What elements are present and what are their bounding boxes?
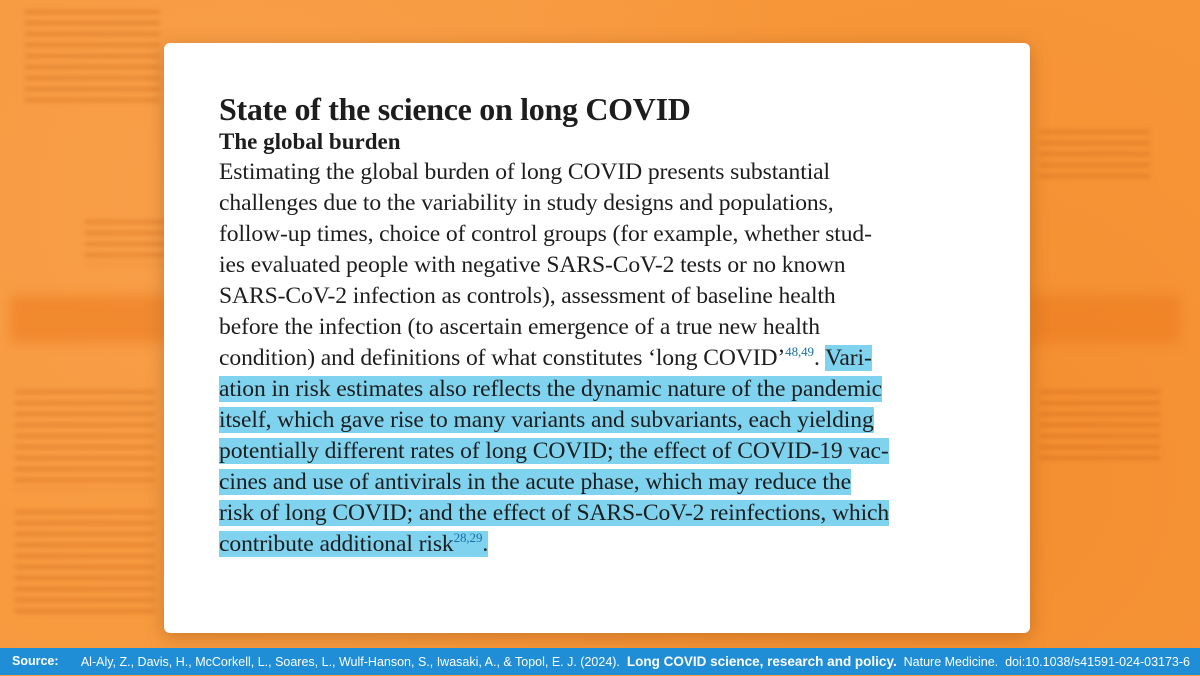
highlighted-line <box>219 436 984 467</box>
paragraph-line: follow-up times, choice of control groups (for example, whether stud- <box>219 221 872 247</box>
highlighted-text: itself, which gave rise to many variants and subvariants, each yielding <box>219 407 874 433</box>
paragraph-line: ies evaluated people with negative SARS-CoV-2 tests or no known <box>219 252 846 278</box>
highlighted-line <box>219 467 984 498</box>
paragraph-line: before the infection (to ascertain emergence of a true new health <box>219 314 820 340</box>
highlighted-text: cines and use of antivirals in the acute phase, which may reduce the <box>219 469 851 495</box>
background-arrow-band <box>1030 295 1180 343</box>
background-text-block <box>15 390 155 490</box>
article-title: State of the science on long COVID <box>219 91 691 127</box>
paragraph-line: Estimating the global burden of long COVID presents substantial <box>219 159 830 185</box>
article-card <box>164 43 1030 633</box>
source-journal: Nature Medicine. <box>903 655 999 669</box>
highlighted-line <box>219 405 984 436</box>
paragraph-line: SARS-CoV-2 infection as controls), assessment of baseline health <box>219 283 836 309</box>
sentence-period: . <box>482 531 489 557</box>
highlighted-text: contribute additional risk <box>219 531 454 557</box>
paragraph-line: challenges due to the variability in study designs and populations, <box>219 190 834 216</box>
source-doi[interactable]: doi:10.1038/s41591-024-03173-6 <box>1005 655 1190 669</box>
paragraph-text: condition) and definitions of what constitutes ‘long COVID’ <box>219 345 786 371</box>
highlighted-text: Vari- <box>825 345 872 371</box>
article-content <box>219 91 984 560</box>
background-arrow-band <box>10 295 165 343</box>
source-bar <box>0 648 1200 675</box>
article-paragraph <box>219 157 984 560</box>
background-text-block <box>1040 130 1150 180</box>
background-text-block <box>85 220 165 265</box>
paragraph-line <box>219 343 984 374</box>
highlighted-text: risk of long COVID; and the effect of SARS-CoV-2 reinfections, which <box>219 500 890 526</box>
highlighted-text: potentially different rates of long COVID; the effect of COVID-19 vac- <box>219 438 889 464</box>
source-authors: Al-Aly, Z., Davis, H., McCorkell, L., Soares, L., Wulf-Hanson, S., Iwasaki, A., & Topol, E. J. (2024). <box>80 655 620 669</box>
highlighted-line <box>219 498 984 529</box>
background-text-block <box>1040 390 1160 460</box>
citation-link[interactable]: 48,49 <box>785 344 814 360</box>
highlighted-text: ation in risk estimates also reflects the dynamic nature of the pandemic <box>219 376 883 402</box>
highlighted-line <box>219 374 984 405</box>
citation-link[interactable]: 28,29 <box>453 530 483 546</box>
source-citation <box>81 648 1190 676</box>
highlighted-line <box>219 529 984 560</box>
source-paper-title: Long COVID science, research and policy. <box>626 654 897 669</box>
background-text-block <box>25 10 160 105</box>
sentence-period: . <box>813 345 826 371</box>
background-text-block <box>15 510 155 620</box>
highlighted-text-end <box>219 531 488 557</box>
source-label: Source: <box>12 654 59 668</box>
section-heading: The global burden <box>219 129 401 154</box>
